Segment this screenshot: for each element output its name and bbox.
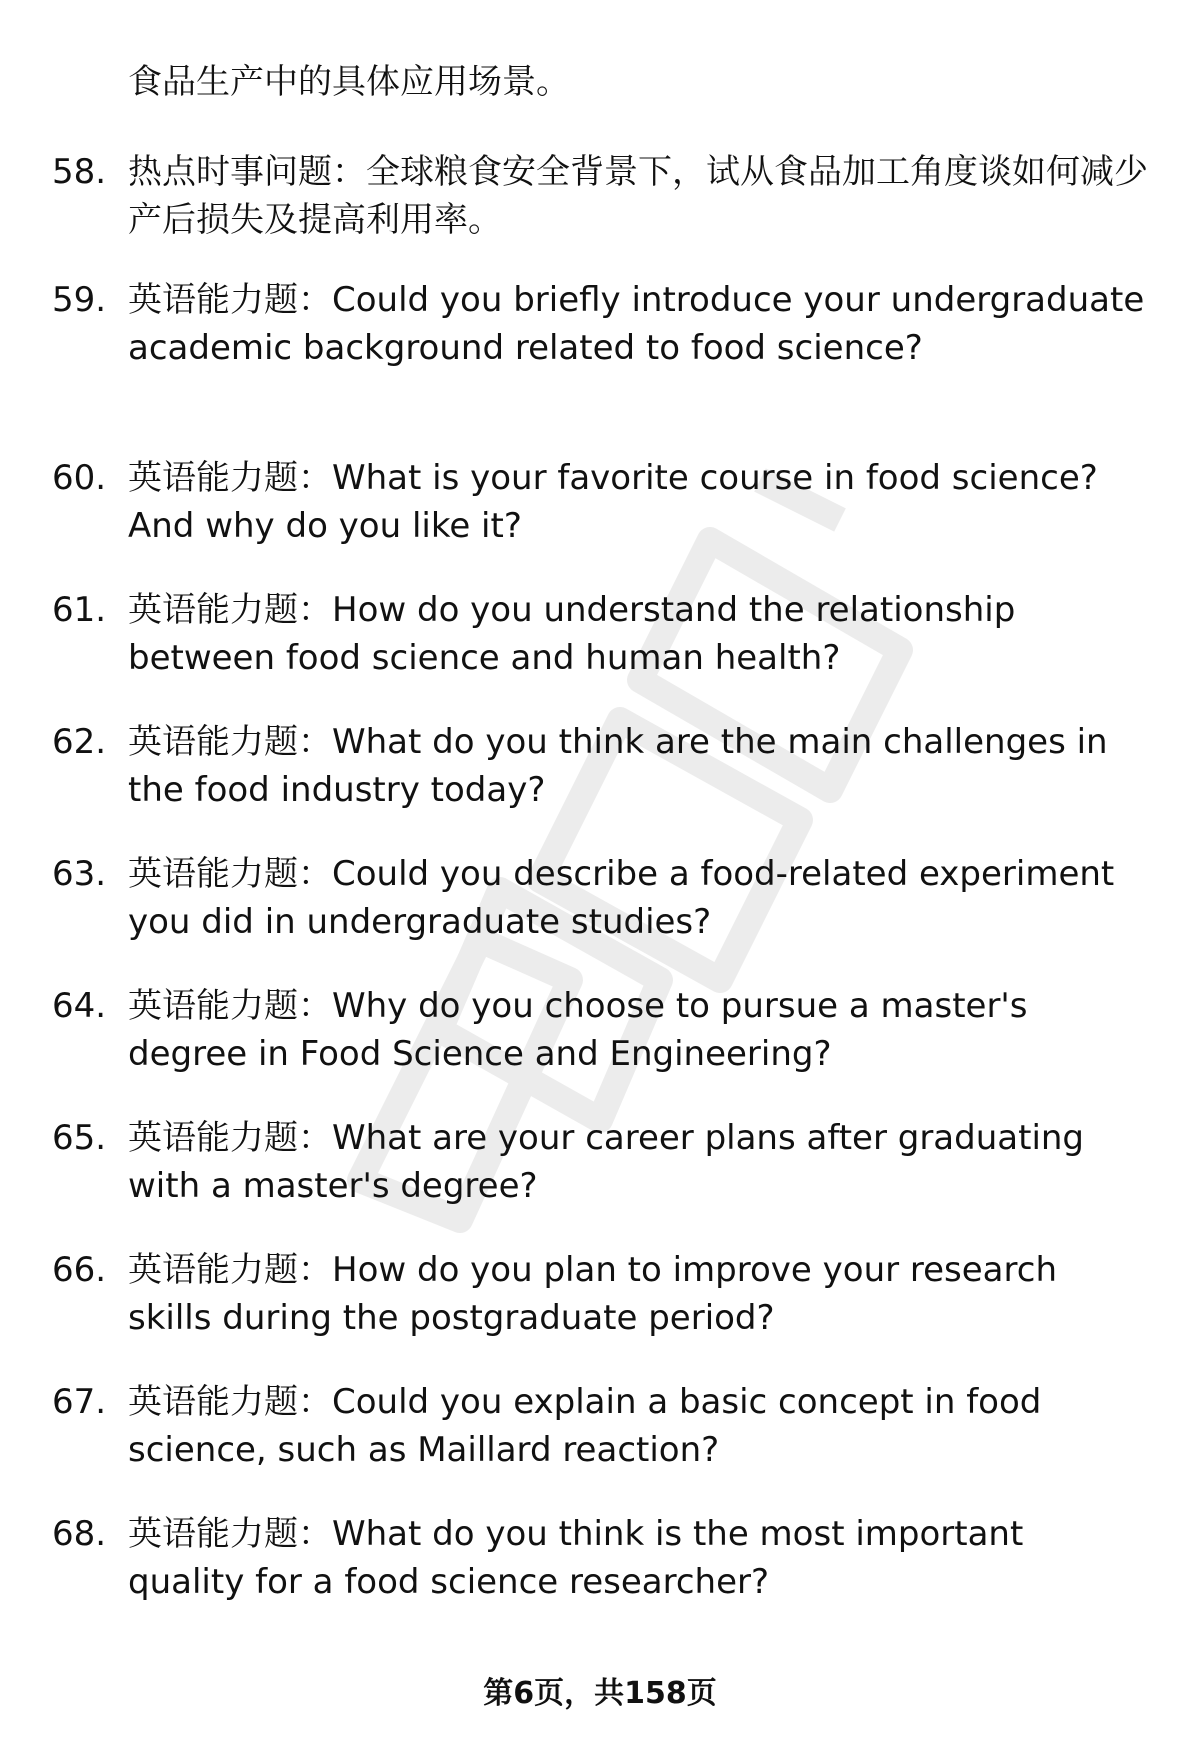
question-number: 66.	[52, 1250, 107, 1290]
question-text: 热点时事问题：全球粮食安全背景下，试从食品加工角度谈如何减少产后损失及提高利用率。	[128, 152, 1148, 240]
question-number: 61.	[52, 590, 107, 630]
question-number: 62.	[52, 722, 107, 762]
question-number: 68.	[52, 1514, 107, 1554]
question-number: 65.	[52, 1118, 107, 1158]
question-number: 60.	[52, 458, 107, 498]
page-footer: 第6页，共158页	[483, 1676, 717, 1711]
question-text: 英语能力题：How do you plan to improve your research skills during the postgraduate period?	[128, 1250, 1057, 1338]
question-text: 英语能力题：What are your career plans after graduating with a master's degree?	[128, 1118, 1085, 1206]
question-number: 58.	[52, 152, 107, 192]
question-text: 英语能力题：Could you briefly introduce your undergraduate academic background related to food science?	[128, 280, 1145, 368]
question-text: 英语能力题：Could you describe a food-related experiment you did in undergraduate studies?	[128, 854, 1115, 942]
continuation-text: 食品生产中的具体应用场景。	[128, 62, 570, 102]
question-number: 67.	[52, 1382, 107, 1422]
question-number: 63.	[52, 854, 107, 894]
question-text: 英语能力题：What is your favorite course in food science? And why do you like it?	[128, 458, 1098, 546]
question-text: 英语能力题：What do you think are the main challenges in the food industry today?	[128, 722, 1108, 810]
question-number: 59.	[52, 280, 107, 320]
question-text: 英语能力题：How do you understand the relationship between food science and human health?	[128, 590, 1016, 678]
question-text: 英语能力题：Why do you choose to pursue a master's degree in Food Science and Engineering?	[128, 986, 1028, 1074]
question-text: 英语能力题：What do you think is the most important quality for a food science researcher?	[128, 1514, 1024, 1602]
question-text: 英语能力题：Could you explain a basic concept in food science, such as Maillard reaction?	[128, 1382, 1042, 1470]
question-number: 64.	[52, 986, 107, 1026]
